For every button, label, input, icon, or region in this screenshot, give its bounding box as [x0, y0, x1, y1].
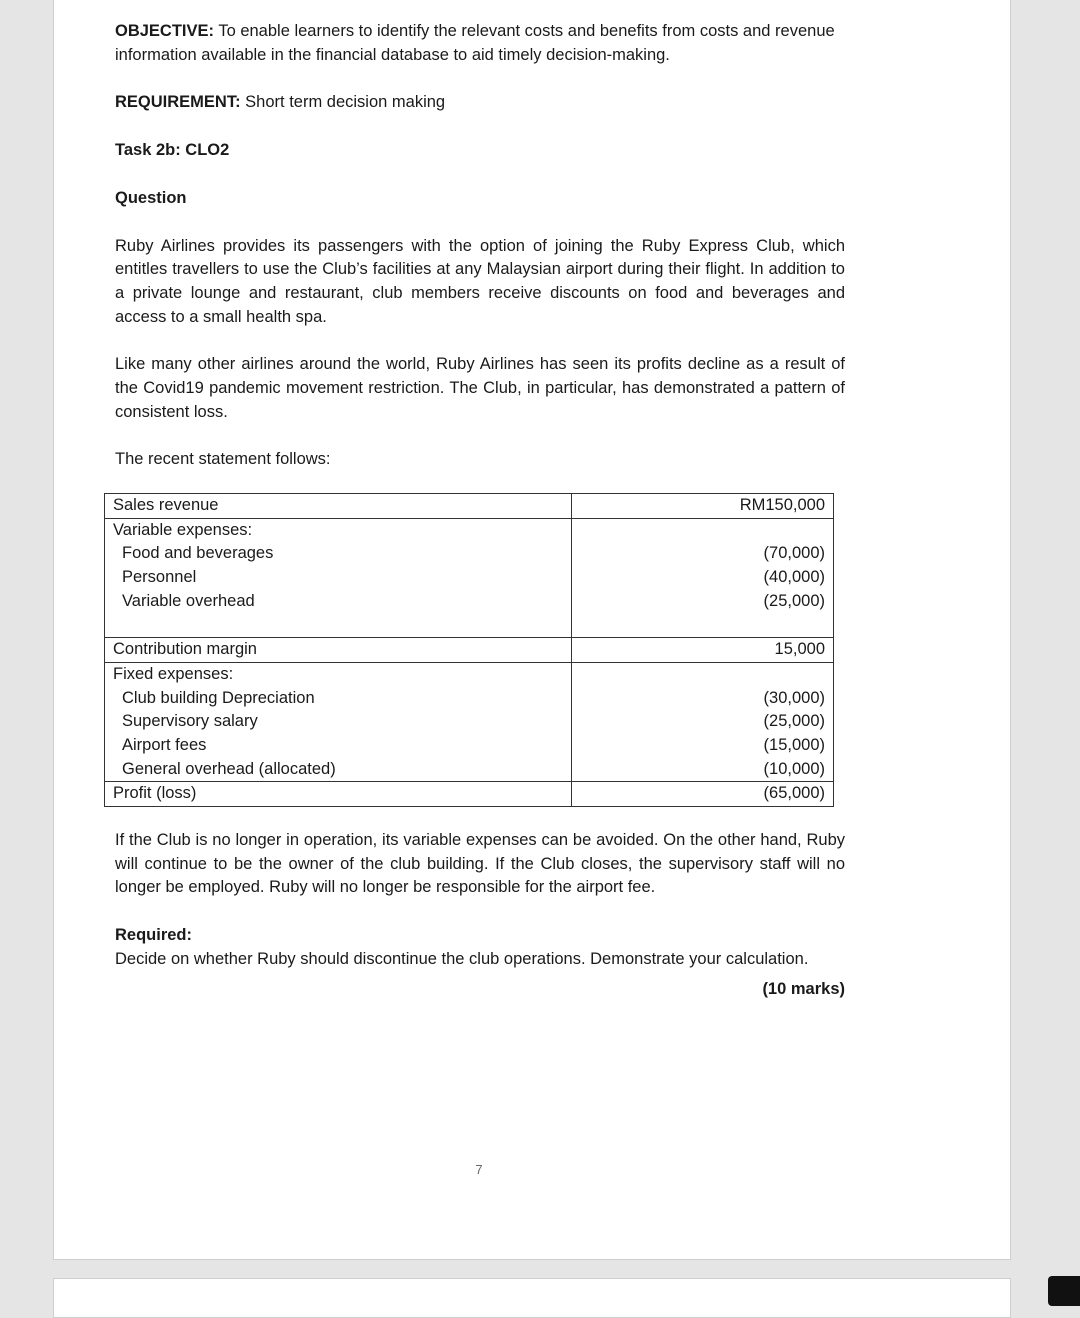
contribution-margin-label: Contribution margin	[105, 638, 572, 663]
table-row	[105, 662, 834, 782]
fixed-item-label: General overhead (allocated)	[122, 759, 336, 778]
variable-expenses-cell	[105, 518, 572, 638]
variable-item-value: (40,000)	[763, 568, 825, 587]
fixed-heading: Fixed expenses:	[113, 664, 234, 683]
variable-expenses-values	[572, 518, 834, 638]
table-row	[105, 782, 834, 807]
fixed-expenses-cell	[105, 662, 572, 782]
fixed-item-label: Club building Depreciation	[122, 688, 315, 707]
objective	[115, 20, 845, 67]
table-row	[105, 494, 834, 519]
profit-label: Profit (loss)	[105, 782, 572, 807]
sales-label: Sales revenue	[105, 494, 572, 519]
next-page	[53, 1278, 1011, 1318]
header-section	[115, 20, 845, 472]
task-heading: Task 2b: CLO2	[115, 141, 230, 160]
income-statement-table	[104, 493, 834, 807]
variable-heading: Variable expenses:	[113, 520, 253, 539]
fixed-item-value: (10,000)	[763, 759, 825, 778]
question-heading: Question	[115, 188, 187, 207]
closure-paragraph: If the Club is no longer in operation, its variable expenses can be avoided. On the other hand, Ruby will continue to be the owner of the club building. If the Club closes, the supervisory staff will no longer be employed. Ruby will no longer be responsible for the airport fee.	[115, 831, 845, 897]
paragraph-2: Like many other airlines around the world, Ruby Airlines has seen its profits decline as a result of the Covid19 pandemic movement restriction. The Club, in particular, has demonstrated a pattern of consistent loss.	[115, 355, 845, 421]
profit-value: (65,000)	[572, 782, 834, 807]
requirement-text: Short term decision making	[240, 93, 446, 112]
variable-item-value: (25,000)	[763, 591, 825, 610]
page-number: 7	[475, 1162, 483, 1177]
corner-widget[interactable]	[1048, 1276, 1080, 1306]
fixed-item-value: (30,000)	[763, 688, 825, 707]
variable-item-label: Variable overhead	[122, 591, 255, 610]
fixed-item-value: (15,000)	[763, 736, 825, 754]
requirement	[115, 91, 845, 115]
sales-value: RM150,000	[572, 494, 834, 519]
marks: (10 marks)	[762, 979, 845, 998]
requirement-label: REQUIREMENT:	[115, 93, 241, 112]
variable-item-label: Personnel	[122, 568, 197, 587]
variable-item-label: Food and beverages	[122, 544, 274, 563]
required-text: Decide on whether Ruby should discontinue the club operations. Demonstrate your calculation.	[115, 949, 809, 968]
paragraph-1: Ruby Airlines provides its passengers with the option of joining the Ruby Express Club, which entitles travellers to use the Club’s facilities at any Malaysian airport during their flight. In addition to a private lounge and restaurant, club members receive discounts on food and beverages and access to a small health spa.	[115, 236, 845, 326]
variable-item-value: (70,000)	[763, 544, 825, 563]
objective-text: To enable learners to identify the relevant costs and benefits from costs and revenue information available in the financial database to aid timely decision-making.	[115, 22, 835, 64]
table-row	[105, 638, 834, 663]
objective-label: OBJECTIVE:	[115, 22, 215, 40]
fixed-item-value: (25,000)	[763, 712, 825, 731]
closing-section	[115, 829, 845, 1001]
fixed-item-label: Airport fees	[122, 736, 207, 755]
required-label: Required:	[115, 926, 193, 945]
table-row	[105, 518, 834, 638]
fixed-item-label: Supervisory salary	[122, 712, 258, 731]
fixed-expenses-values	[572, 662, 834, 782]
contribution-margin-value: 15,000	[572, 638, 834, 663]
paragraph-3: The recent statement follows:	[115, 450, 331, 469]
